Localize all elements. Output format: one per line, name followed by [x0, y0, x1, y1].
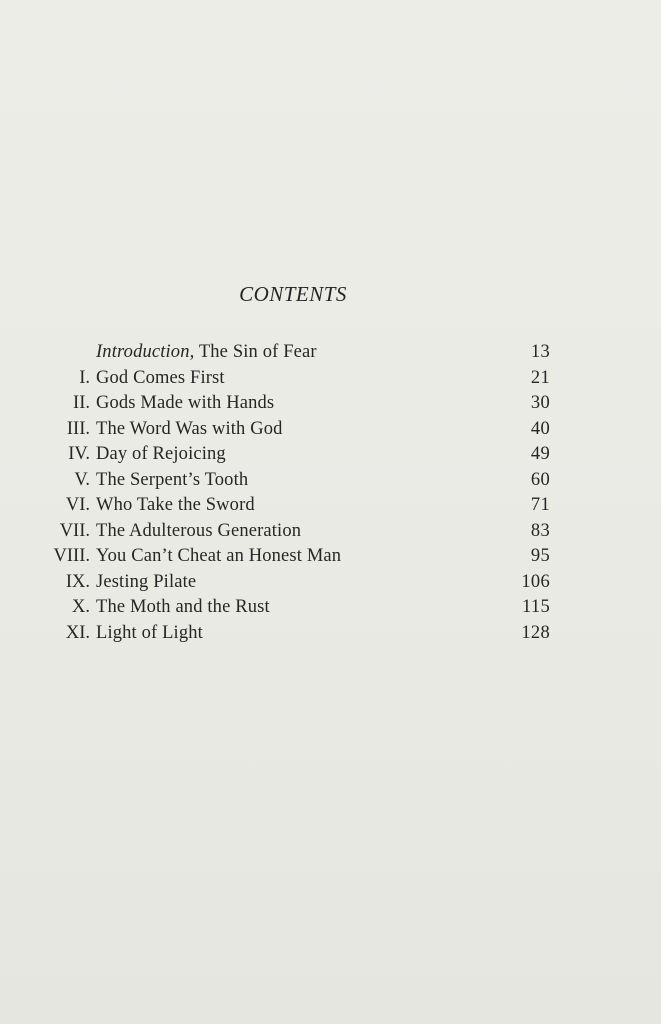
page-number: 71 [530, 495, 550, 515]
toc-entry [30, 546, 550, 572]
page-number: 60 [530, 469, 550, 490]
chapter-number: IV. [68, 444, 90, 464]
chapter-title: Gods Made with Hands [96, 393, 275, 413]
contents-heading: CONTENTS [239, 282, 347, 306]
toc-entry [30, 495, 550, 521]
toc-entry-introduction [30, 342, 550, 368]
introduction-label: Introduction, [96, 342, 195, 362]
chapter-title: God Comes First [96, 367, 225, 388]
page-number: 49 [530, 444, 550, 464]
toc-entry [30, 623, 550, 649]
chapter-number: XI. [65, 622, 90, 643]
chapter-title: Jesting Pilate [96, 571, 197, 592]
toc-entry [30, 470, 550, 496]
chapter-title: Day of Rejoicing [96, 444, 226, 464]
toc-entry [30, 368, 550, 394]
page-number: 21 [530, 367, 550, 388]
chapter-title: Who Take the Sword [96, 495, 255, 515]
chapter-number: III. [66, 418, 90, 439]
toc-entry [30, 393, 550, 419]
chapter-title: The Adulterous Generation [96, 520, 302, 541]
chapter-number: VIII. [53, 546, 90, 566]
chapter-title: The Serpent’s Tooth [96, 469, 249, 490]
page-number: 115 [522, 597, 550, 617]
chapter-title: The Word Was with God [96, 418, 283, 439]
toc-entry [30, 444, 550, 470]
chapter-number: X. [72, 597, 90, 617]
chapter-title: You Can’t Cheat an Honest Man [96, 546, 342, 566]
page-number: 106 [521, 571, 550, 592]
chapter-title: The Moth and the Rust [96, 597, 270, 617]
page-number: 128 [521, 622, 550, 643]
introduction-title: The Sin of Fear [194, 342, 317, 362]
chapter-number: IX. [65, 571, 90, 592]
chapter-number: II. [73, 393, 90, 413]
toc-entry [30, 572, 550, 598]
toc-entry [30, 521, 550, 547]
chapter-title: Light of Light [96, 622, 203, 643]
page-number: 95 [530, 546, 550, 566]
chapter-number: I. [79, 367, 90, 388]
chapter-number: VII. [59, 520, 90, 541]
table-of-contents [30, 342, 550, 648]
chapter-title [96, 342, 490, 363]
page-number: 40 [530, 418, 550, 439]
chapter-number: VI. [65, 495, 90, 515]
toc-entry [30, 597, 550, 623]
page-number: 83 [530, 520, 550, 541]
chapter-number: V. [74, 469, 90, 490]
toc-entry [30, 419, 550, 445]
page-number: 13 [530, 342, 550, 362]
page-number: 30 [530, 393, 550, 413]
